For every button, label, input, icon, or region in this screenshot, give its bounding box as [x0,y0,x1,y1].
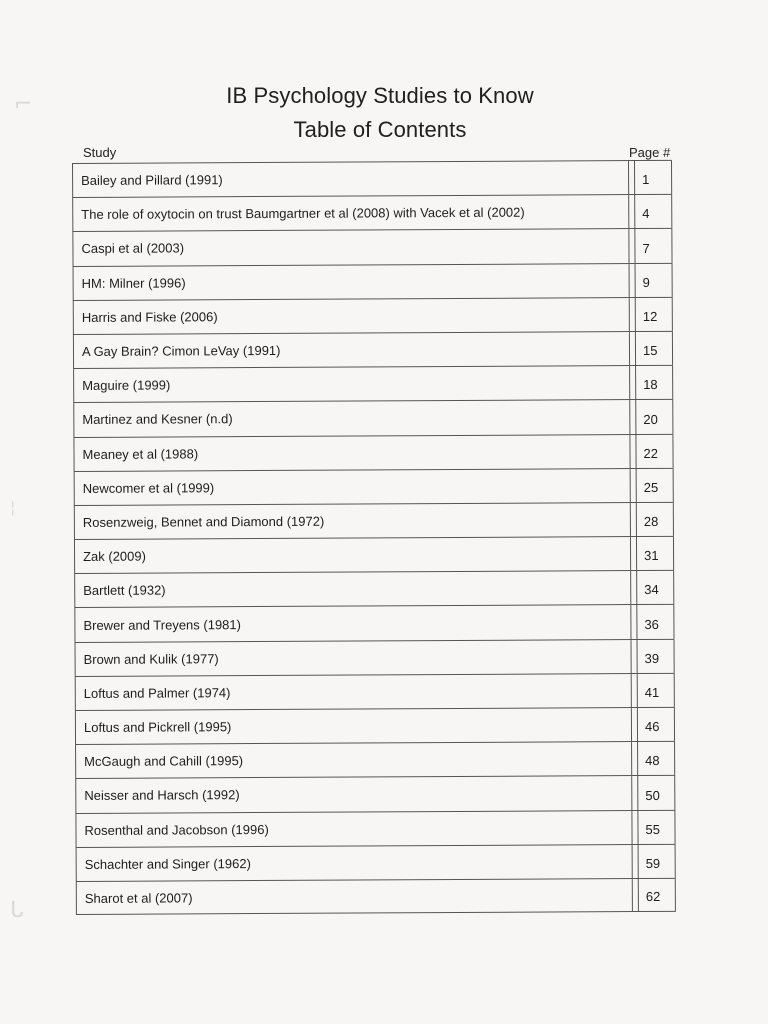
table-row [73,433,673,470]
page-number: 7 [634,229,672,262]
table-row [73,297,673,334]
study-name: Maguire (1999) [73,366,629,402]
page-number: 20 [635,400,673,433]
page-number: 41 [637,674,675,707]
table-row [74,536,674,573]
table-row [76,878,676,915]
table-row [74,502,674,539]
study-name: Harris and Fiske (2006) [73,298,629,334]
table-row [74,468,674,505]
page-number: 4 [634,195,672,228]
table-row [75,775,675,812]
page-number: 34 [636,571,674,604]
page-number: 15 [635,332,673,365]
page-number: 25 [636,469,674,502]
study-name: Brown and Kulik (1977) [75,640,631,676]
page-number: 50 [637,776,675,809]
page-number: 28 [636,503,674,536]
study-name: A Gay Brain? Cimon LeVay (1991) [73,332,629,368]
table-row [75,741,675,778]
table-of-contents [72,160,676,915]
scan-mark-bottom: ᒐ [10,898,24,923]
study-name: McGaugh and Cahill (1995) [75,742,631,778]
table-row [73,365,673,402]
table-row [73,331,673,368]
table-row [75,809,675,846]
page-number: 1 [634,161,672,194]
study-name: Schachter and Singer (1962) [76,845,632,881]
study-name: Zak (2009) [74,537,630,573]
study-name: Newcomer et al (1999) [74,469,630,505]
study-name: Meaney et al (1988) [73,435,629,471]
page-title: IB Psychology Studies to Know [226,83,534,108]
study-name: Martinez and Kesner (n.d) [73,400,629,436]
table-row [74,570,674,607]
page-number: 55 [637,810,675,843]
study-name: The role of oxytocin on trust Baumgartner et al (2008) with Vacek et al (2002) [72,195,628,231]
table-row [75,673,675,710]
study-name: Sharot et al (2007) [76,879,632,914]
scan-mark-top: ⌐ [14,92,33,117]
page-number: 46 [637,708,675,741]
page-number: 18 [635,366,673,399]
page-number: 62 [638,879,676,911]
page-number: 9 [635,263,673,296]
page-column-header: Page # [629,145,671,160]
page-number: 22 [635,434,673,467]
table-row [73,399,673,436]
study-name: Rosenzweig, Bennet and Diamond (1972) [74,503,630,539]
table-row [75,707,675,744]
page-number: 36 [636,605,674,638]
study-column-header: Study [83,145,117,160]
page-number: 59 [638,845,676,878]
page-number: 48 [637,742,675,775]
page-subtitle: Table of Contents [293,117,467,142]
study-name: Rosenthal and Jacobson (1996) [75,811,631,847]
study-name: Loftus and Pickrell (1995) [75,708,631,744]
table-row [72,194,672,231]
study-name: Bailey and Pillard (1991) [72,161,628,197]
study-name: Loftus and Palmer (1974) [75,674,631,710]
study-name: Brewer and Treyens (1981) [74,606,630,642]
page-number: 12 [635,298,673,331]
study-name: Neisser and Harsch (1992) [75,776,631,812]
study-name: HM: Milner (1996) [73,264,629,300]
study-name: Caspi et al (2003) [72,229,628,265]
table-row [72,228,672,265]
table-row [72,160,672,197]
table-row [76,844,676,881]
table-row [75,638,675,675]
scan-mark-middle: ¦ [10,498,16,517]
study-name: Bartlett (1932) [74,571,630,607]
page-number: 31 [636,537,674,570]
table-row [73,262,673,299]
table-row [74,604,674,641]
page-number: 39 [637,639,675,672]
